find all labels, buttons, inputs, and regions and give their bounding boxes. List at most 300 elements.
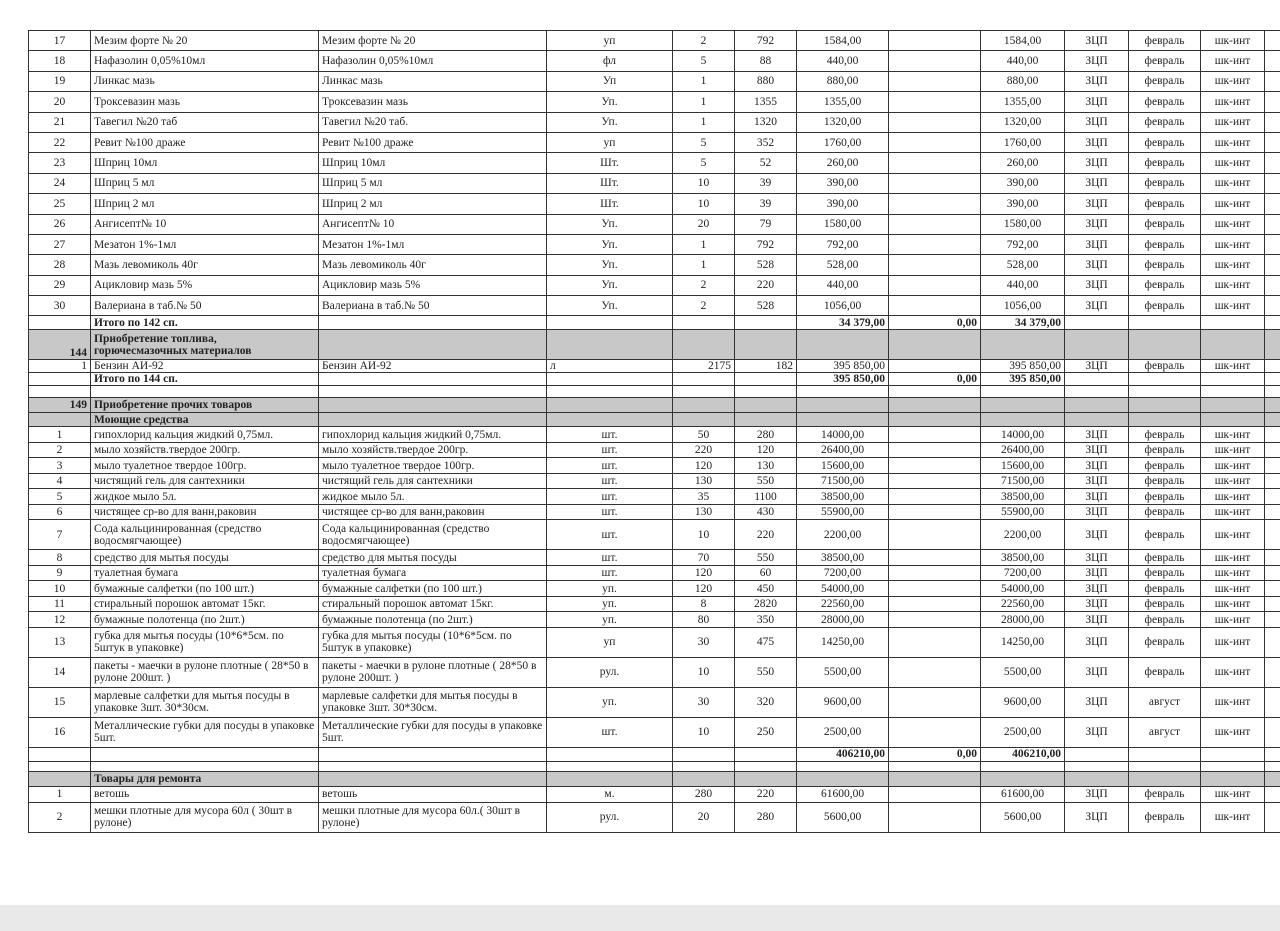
quantity-cell: 20 [673, 802, 735, 832]
quantity-cell: 20 [673, 214, 735, 234]
sum-cell: 26400,00 [797, 442, 889, 458]
month-cell: февраль [1129, 92, 1201, 112]
empty-cell [1265, 771, 1280, 786]
funding-cell: ЗЦП [1065, 194, 1129, 214]
empty-cell [889, 386, 981, 398]
price-cell: 280 [735, 427, 797, 443]
empty-cell [981, 398, 1065, 413]
price-cell: 350 [735, 612, 797, 628]
row-number: 26 [29, 214, 91, 234]
row-number: 25 [29, 194, 91, 214]
month-cell: февраль [1129, 296, 1201, 316]
code-cell: шк-инт [1201, 71, 1265, 91]
funding-cell: ЗЦП [1065, 360, 1129, 373]
code-cell: шк-инт [1201, 92, 1265, 112]
unit-cell: шт. [547, 458, 673, 474]
price-cell: 550 [735, 657, 797, 687]
table-row [29, 275, 1280, 295]
empty-cell [547, 316, 673, 330]
empty-cell [981, 413, 1065, 427]
price-cell: 39 [735, 173, 797, 193]
row-number: 12 [29, 612, 91, 628]
table-row [29, 520, 1280, 550]
empty-cell [29, 747, 91, 761]
quantity-cell: 2 [673, 31, 735, 51]
total-cell: 390,00 [981, 194, 1065, 214]
empty-cell [673, 373, 735, 386]
section-subheader [29, 413, 1280, 427]
empty-cell [673, 386, 735, 398]
item-name: Мазь левомиколь 40г [91, 255, 319, 275]
empty-cell [673, 747, 735, 761]
total-cell: 5500,00 [981, 657, 1065, 687]
unit-cell: Уп. [547, 255, 673, 275]
price-cell: 1355 [735, 92, 797, 112]
code-cell: шк-инт [1201, 802, 1265, 832]
funding-cell: ЗЦП [1065, 255, 1129, 275]
empty-cell [889, 565, 981, 581]
item-name: Линкас мазь [91, 71, 319, 91]
table-row [29, 504, 1280, 520]
empty-cell [1265, 386, 1280, 398]
section-number: 144 [29, 330, 91, 360]
month-cell: февраль [1129, 612, 1201, 628]
empty-cell [1265, 761, 1280, 771]
item-name: мыло хозяйств.твердое 200гр. [91, 442, 319, 458]
empty-cell [981, 771, 1065, 786]
empty-cell [889, 442, 981, 458]
table-row [29, 255, 1280, 275]
month-cell: февраль [1129, 194, 1201, 214]
empty-cell [29, 373, 91, 386]
empty-cell [1265, 153, 1280, 173]
sum-cell: 5500,00 [797, 657, 889, 687]
empty-cell [29, 386, 91, 398]
empty-cell [547, 373, 673, 386]
item-name-spec: чистящий гель для сантехники [319, 473, 547, 489]
table-row [29, 296, 1280, 316]
price-cell: 280 [735, 802, 797, 832]
empty-cell [1065, 413, 1129, 427]
empty-cell [673, 771, 735, 786]
empty-cell [797, 398, 889, 413]
empty-cell [797, 761, 889, 771]
month-cell: февраль [1129, 581, 1201, 597]
item-name: Металлические губки для посуды в упаковке 5шт. [91, 717, 319, 747]
quantity-cell: 2 [673, 296, 735, 316]
empty-cell [889, 31, 981, 51]
empty-cell [981, 330, 1065, 360]
empty-cell [319, 386, 547, 398]
sum-cell: 1320,00 [797, 112, 889, 132]
total-cell: 61600,00 [981, 786, 1065, 802]
sum-cell: 14000,00 [797, 427, 889, 443]
funding-cell: ЗЦП [1065, 550, 1129, 566]
item-name: мешки плотные для мусора 60л ( 30шт в рулоне) [91, 802, 319, 832]
empty-cell [889, 786, 981, 802]
unit-cell: м. [547, 786, 673, 802]
quantity-cell: 5 [673, 51, 735, 71]
unit-cell: шт. [547, 427, 673, 443]
funding-cell: ЗЦП [1065, 786, 1129, 802]
unit-cell: уп [547, 627, 673, 657]
empty-cell [889, 173, 981, 193]
total-cell: 14000,00 [981, 427, 1065, 443]
empty-cell [1265, 596, 1280, 612]
empty-cell [319, 398, 547, 413]
item-name-spec: марлевые салфетки для мытья посуды в упаковке 3шт. 30*30см. [319, 687, 547, 717]
subtotal-zero: 0,00 [889, 316, 981, 330]
row-number: 18 [29, 51, 91, 71]
item-name: Мезим форте № 20 [91, 31, 319, 51]
sum-cell: 54000,00 [797, 581, 889, 597]
quantity-cell: 50 [673, 427, 735, 443]
sum-cell: 1760,00 [797, 132, 889, 152]
spacer-row [29, 386, 1280, 398]
empty-cell [1265, 173, 1280, 193]
unit-cell: Уп. [547, 275, 673, 295]
empty-cell [735, 373, 797, 386]
total-cell: 1355,00 [981, 92, 1065, 112]
subtotal-row [29, 373, 1280, 386]
month-cell: февраль [1129, 473, 1201, 489]
table-row [29, 427, 1280, 443]
section-header-144 [29, 330, 1280, 360]
unit-cell: шт. [547, 550, 673, 566]
total-cell: 26400,00 [981, 442, 1065, 458]
code-cell: шк-инт [1201, 255, 1265, 275]
table-row [29, 234, 1280, 254]
sum-cell: 9600,00 [797, 687, 889, 717]
item-name-spec: ветошь [319, 786, 547, 802]
total-cell: 440,00 [981, 51, 1065, 71]
total-cell: 15600,00 [981, 458, 1065, 474]
quantity-cell: 130 [673, 504, 735, 520]
empty-cell [1129, 386, 1201, 398]
month-cell: февраль [1129, 234, 1201, 254]
empty-cell [981, 386, 1065, 398]
total-cell: 260,00 [981, 153, 1065, 173]
empty-cell [547, 330, 673, 360]
code-cell: шк-инт [1201, 687, 1265, 717]
empty-cell [889, 51, 981, 71]
empty-cell [1265, 255, 1280, 275]
empty-cell [1265, 504, 1280, 520]
month-cell: февраль [1129, 275, 1201, 295]
price-cell: 792 [735, 234, 797, 254]
empty-cell [1201, 761, 1265, 771]
empty-cell [889, 71, 981, 91]
section-header-repair [29, 771, 1280, 786]
quantity-cell: 10 [673, 520, 735, 550]
empty-cell [889, 413, 981, 427]
price-cell: 475 [735, 627, 797, 657]
month-cell: февраль [1129, 112, 1201, 132]
unit-cell: рул. [547, 802, 673, 832]
code-cell: шк-инт [1201, 427, 1265, 443]
row-number: 4 [29, 473, 91, 489]
price-cell: 250 [735, 717, 797, 747]
section-title: Товары для ремонта [91, 771, 319, 786]
empty-cell [1265, 458, 1280, 474]
unit-cell: шт. [547, 473, 673, 489]
empty-cell [29, 761, 91, 771]
code-cell: шк-инт [1201, 786, 1265, 802]
empty-cell [1265, 687, 1280, 717]
empty-cell [889, 360, 981, 373]
row-number: 15 [29, 687, 91, 717]
empty-cell [1129, 373, 1201, 386]
sum-cell: 390,00 [797, 173, 889, 193]
code-cell: шк-инт [1201, 132, 1265, 152]
empty-cell [319, 373, 547, 386]
item-name: Тавегил №20 таб [91, 112, 319, 132]
empty-cell [797, 413, 889, 427]
empty-cell [889, 214, 981, 234]
item-name-spec: Сода кальцинированная (средство водосмягчающее) [319, 520, 547, 550]
section-header-149 [29, 398, 1280, 413]
empty-cell [1265, 489, 1280, 505]
table-row [29, 581, 1280, 597]
row-number: 23 [29, 153, 91, 173]
total-cell: 1584,00 [981, 31, 1065, 51]
sum-cell: 7200,00 [797, 565, 889, 581]
price-cell: 220 [735, 786, 797, 802]
table-row [29, 802, 1280, 832]
month-cell: февраль [1129, 173, 1201, 193]
empty-cell [797, 771, 889, 786]
row-number: 6 [29, 504, 91, 520]
code-cell: шк-инт [1201, 51, 1265, 71]
price-cell: 88 [735, 51, 797, 71]
row-number: 20 [29, 92, 91, 112]
funding-cell: ЗЦП [1065, 296, 1129, 316]
total-cell: 22560,00 [981, 596, 1065, 612]
price-cell: 220 [735, 275, 797, 295]
quantity-cell: 2 [673, 275, 735, 295]
empty-cell [319, 413, 547, 427]
quantity-cell: 2175 [673, 360, 735, 373]
unit-cell: Уп. [547, 92, 673, 112]
month-cell: февраль [1129, 802, 1201, 832]
unit-cell: рул. [547, 657, 673, 687]
empty-cell [889, 717, 981, 747]
empty-cell [1265, 31, 1280, 51]
empty-cell [889, 761, 981, 771]
empty-cell [319, 316, 547, 330]
empty-cell [1265, 234, 1280, 254]
quantity-cell: 1 [673, 234, 735, 254]
item-name-spec: Бензин АИ-92 [319, 360, 547, 373]
total-cell: 792,00 [981, 234, 1065, 254]
table-row [29, 71, 1280, 91]
total-cell: 55900,00 [981, 504, 1065, 520]
subtotal-label: Итого по 144 сп. [91, 373, 319, 386]
row-number: 8 [29, 550, 91, 566]
table-row [29, 550, 1280, 566]
month-cell: февраль [1129, 427, 1201, 443]
month-cell: февраль [1129, 255, 1201, 275]
funding-cell: ЗЦП [1065, 92, 1129, 112]
price-cell: 130 [735, 458, 797, 474]
sum-cell: 15600,00 [797, 458, 889, 474]
quantity-cell: 120 [673, 458, 735, 474]
empty-cell [1129, 747, 1201, 761]
subtotal-sum: 395 850,00 [797, 373, 889, 386]
empty-cell [91, 761, 319, 771]
subtotal-total: 395 850,00 [981, 373, 1065, 386]
empty-cell [889, 520, 981, 550]
price-cell: 528 [735, 296, 797, 316]
empty-cell [735, 747, 797, 761]
empty-cell [1265, 92, 1280, 112]
row-number: 22 [29, 132, 91, 152]
item-name-spec: стиральный порошок автомат 15кг. [319, 596, 547, 612]
total-cell: 14250,00 [981, 627, 1065, 657]
code-cell: шк-инт [1201, 194, 1265, 214]
price-cell: 550 [735, 550, 797, 566]
table-row [29, 596, 1280, 612]
total-cell: 1056,00 [981, 296, 1065, 316]
funding-cell: ЗЦП [1065, 458, 1129, 474]
item-name-spec: чистящее ср-во для ванн,раковин [319, 504, 547, 520]
item-name: Шприц 2 мл [91, 194, 319, 214]
empty-cell [735, 386, 797, 398]
item-name-spec: пакеты - маечки в рулоне плотные ( 28*50 в рулоне 200шт. ) [319, 657, 547, 687]
empty-cell [1265, 473, 1280, 489]
price-cell: 1320 [735, 112, 797, 132]
code-cell: шк-инт [1201, 153, 1265, 173]
code-cell: шк-инт [1201, 112, 1265, 132]
total-cell: 440,00 [981, 275, 1065, 295]
total-cell: 2500,00 [981, 717, 1065, 747]
unit-cell: Уп. [547, 214, 673, 234]
table-row [29, 112, 1280, 132]
item-name-spec: Мезатон 1%-1мл [319, 234, 547, 254]
month-cell: февраль [1129, 786, 1201, 802]
empty-cell [889, 112, 981, 132]
month-cell: февраль [1129, 565, 1201, 581]
funding-cell: ЗЦП [1065, 473, 1129, 489]
section-title: Приобретение прочих товаров [91, 398, 319, 413]
item-name-spec: мыло туалетное твердое 100гр. [319, 458, 547, 474]
quantity-cell: 5 [673, 153, 735, 173]
code-cell: шк-инт [1201, 31, 1265, 51]
price-cell: 79 [735, 214, 797, 234]
empty-cell [1265, 427, 1280, 443]
empty-cell [889, 802, 981, 832]
code-cell: шк-инт [1201, 717, 1265, 747]
code-cell: шк-инт [1201, 596, 1265, 612]
empty-cell [889, 596, 981, 612]
sum-cell: 792,00 [797, 234, 889, 254]
item-name: Валериана в таб.№ 50 [91, 296, 319, 316]
row-number: 13 [29, 627, 91, 657]
row-number: 1 [29, 427, 91, 443]
price-cell: 550 [735, 473, 797, 489]
code-cell: шк-инт [1201, 627, 1265, 657]
sum-cell: 38500,00 [797, 550, 889, 566]
code-cell: шк-инт [1201, 565, 1265, 581]
row-number: 1 [29, 360, 91, 373]
empty-cell [1065, 398, 1129, 413]
row-number: 2 [29, 802, 91, 832]
subtotal-total: 406210,00 [981, 747, 1065, 761]
empty-cell [1265, 360, 1280, 373]
empty-cell [1201, 413, 1265, 427]
item-name: Нафазолин 0,05%10мл [91, 51, 319, 71]
funding-cell: ЗЦП [1065, 612, 1129, 628]
sum-cell: 1580,00 [797, 214, 889, 234]
item-name-spec: Шприц 5 мл [319, 173, 547, 193]
unit-cell: шт. [547, 717, 673, 747]
empty-cell [889, 427, 981, 443]
table-row [29, 442, 1280, 458]
empty-cell [1265, 112, 1280, 132]
empty-cell [735, 771, 797, 786]
row-number: 7 [29, 520, 91, 550]
sum-cell: 260,00 [797, 153, 889, 173]
quantity-cell: 5 [673, 132, 735, 152]
quantity-cell: 10 [673, 173, 735, 193]
empty-cell [1129, 316, 1201, 330]
month-cell: август [1129, 687, 1201, 717]
quantity-cell: 1 [673, 92, 735, 112]
table-row [29, 687, 1280, 717]
unit-cell: Шт. [547, 153, 673, 173]
empty-cell [889, 194, 981, 214]
sum-cell: 1584,00 [797, 31, 889, 51]
empty-cell [1065, 386, 1129, 398]
procurement-sheet [28, 30, 1252, 833]
item-name-spec: Линкас мазь [319, 71, 547, 91]
item-name-spec: жидкое мыло 5л. [319, 489, 547, 505]
price-cell: 320 [735, 687, 797, 717]
funding-cell: ЗЦП [1065, 489, 1129, 505]
item-name-spec: мыло хозяйств.твердое 200гр. [319, 442, 547, 458]
subtotal-zero: 0,00 [889, 373, 981, 386]
quantity-cell: 280 [673, 786, 735, 802]
code-cell: шк-инт [1201, 612, 1265, 628]
quantity-cell: 1 [673, 112, 735, 132]
row-number: 2 [29, 442, 91, 458]
funding-cell: ЗЦП [1065, 112, 1129, 132]
item-name-spec: бумажные полотенца (по 2шт.) [319, 612, 547, 628]
total-cell: 528,00 [981, 255, 1065, 275]
empty-cell [1265, 550, 1280, 566]
empty-cell [889, 92, 981, 112]
section-title: Моющие средства [91, 413, 319, 427]
total-cell: 71500,00 [981, 473, 1065, 489]
funding-cell: ЗЦП [1065, 51, 1129, 71]
empty-cell [1065, 771, 1129, 786]
funding-cell: ЗЦП [1065, 627, 1129, 657]
empty-cell [1129, 413, 1201, 427]
empty-cell [889, 657, 981, 687]
item-name-spec: Металлические губки для посуды в упаковке 5шт. [319, 717, 547, 747]
item-name: Шприц 10мл [91, 153, 319, 173]
item-name: стиральный порошок автомат 15кг. [91, 596, 319, 612]
quantity-cell: 30 [673, 627, 735, 657]
price-cell: 450 [735, 581, 797, 597]
empty-cell [1265, 612, 1280, 628]
subtotal-label: Итого по 142 сп. [91, 316, 319, 330]
empty-cell [1265, 581, 1280, 597]
sum-cell: 390,00 [797, 194, 889, 214]
month-cell: февраль [1129, 132, 1201, 152]
table-row [29, 194, 1280, 214]
subtotal-row [29, 747, 1280, 761]
